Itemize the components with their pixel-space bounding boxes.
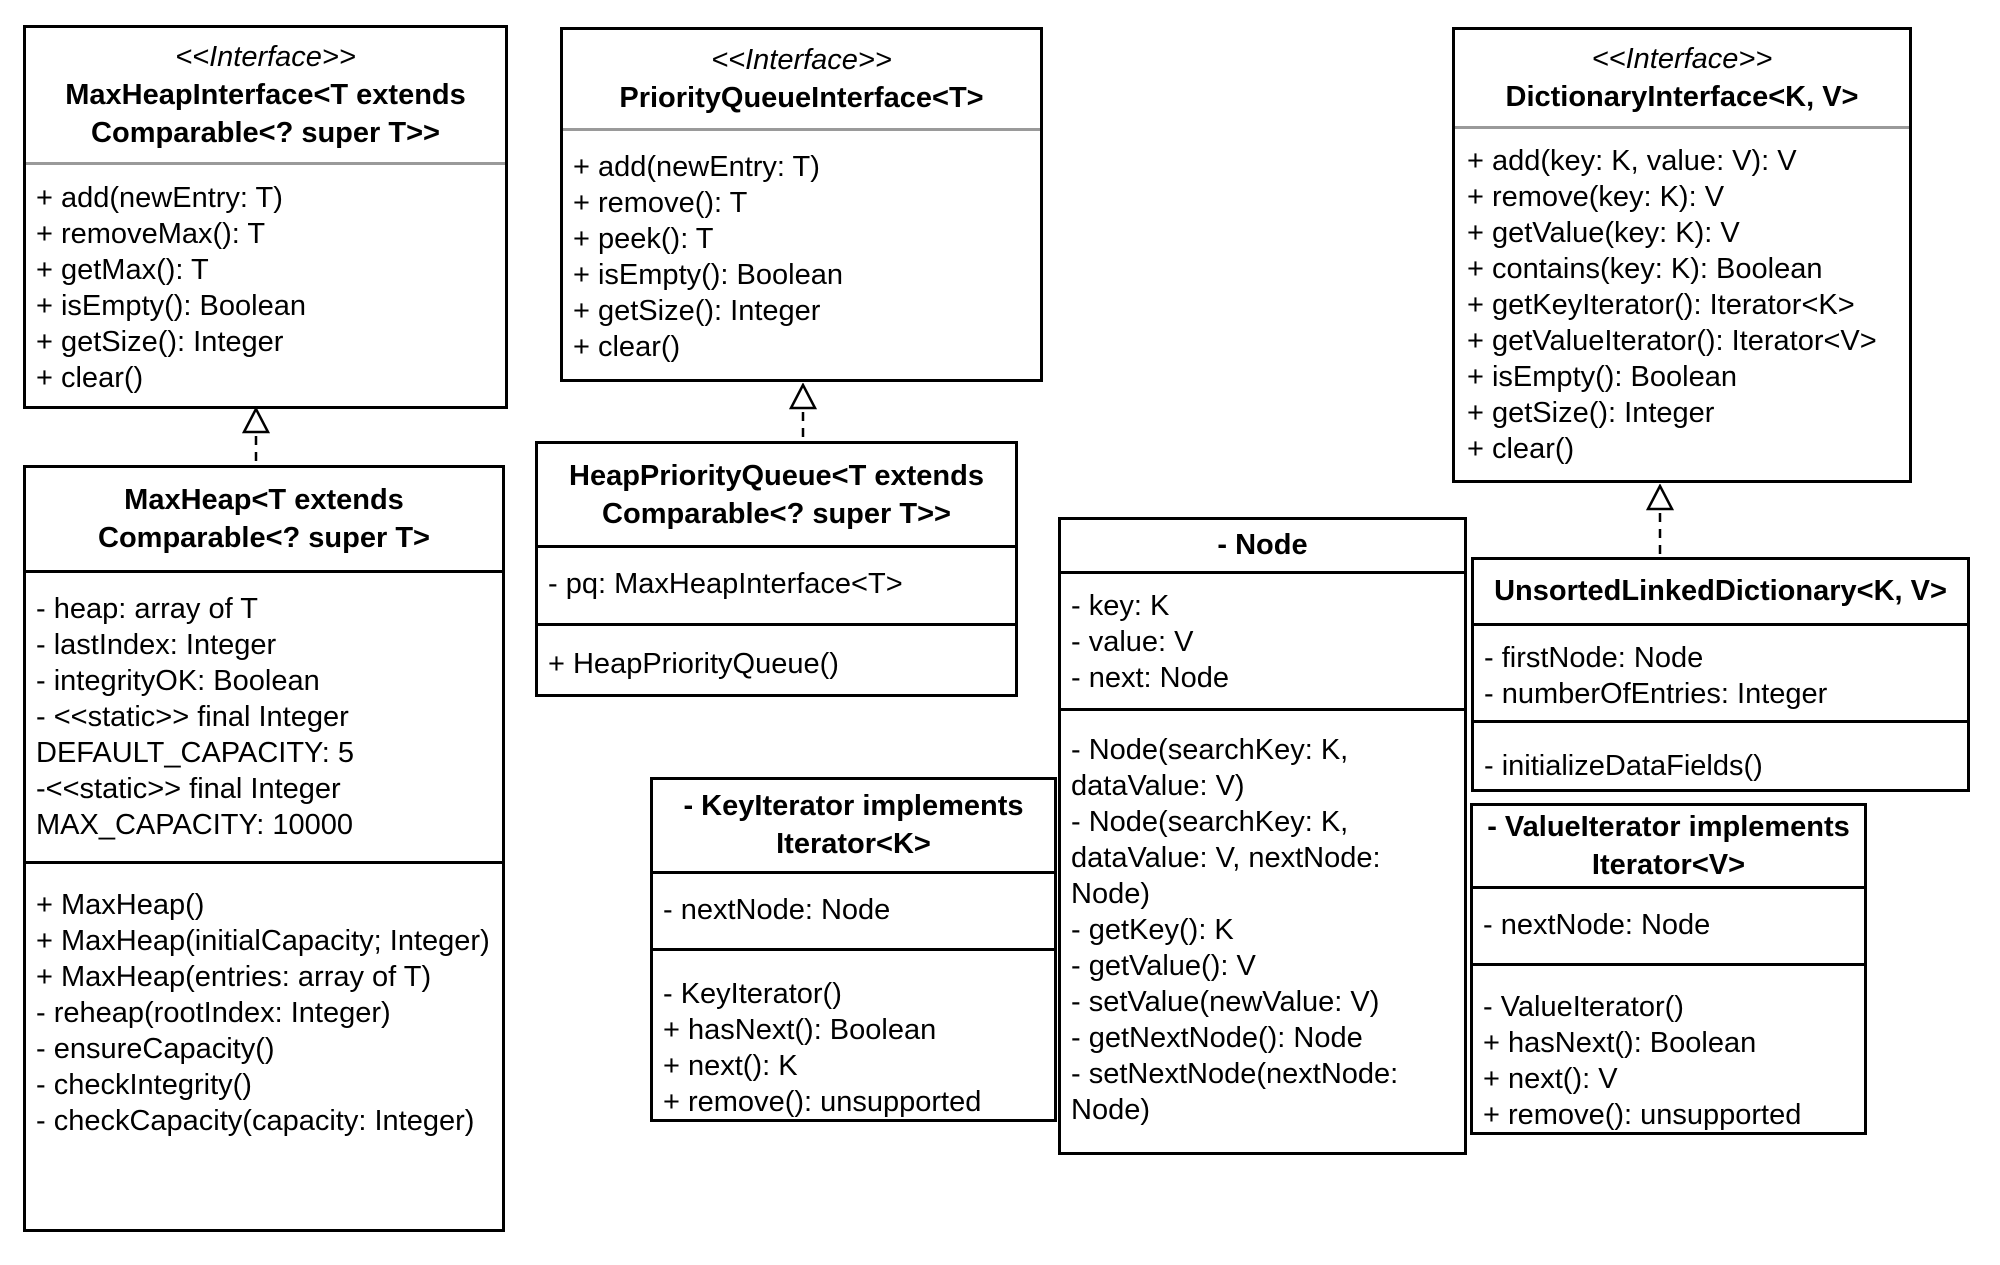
method-item: + MaxHeap() <box>36 889 205 921</box>
class-title <box>1474 560 1967 623</box>
realization-arrow-heappriorityqueue-to-priorityqueueinterface <box>780 383 826 441</box>
stereotype-label: <<Interface>> <box>175 41 356 73</box>
class-name <box>26 481 502 557</box>
class-name-line: MaxHeap<T extends Comparable<? super T> <box>98 484 430 554</box>
attributes-section <box>1474 623 1967 720</box>
class-box-heap-priority-queue <box>535 441 1018 697</box>
method-item: + isEmpty(): Boolean <box>1467 361 1737 393</box>
class-title <box>1455 30 1909 126</box>
hollow-triangle-icon <box>791 385 815 408</box>
attribute-item: - nextNode: Node <box>1483 909 1711 941</box>
method-item: + add(key: K, value: V): V <box>1467 145 1797 177</box>
method-item: - ValueIterator() <box>1483 990 1684 1023</box>
attribute-item: - next: Node <box>1071 662 1229 694</box>
attributes-section <box>1061 571 1464 708</box>
class-box-max-heap-interface <box>23 25 508 409</box>
attribute-item: - firstNode: Node <box>1484 642 1704 674</box>
method-item: - reheap(rootIndex: Integer) <box>36 997 391 1029</box>
class-name-line: PriorityQueueInterface<T> <box>619 82 984 114</box>
attribute-item: - value: V <box>1071 626 1194 658</box>
attribute-item: - heap: array of T <box>36 593 258 625</box>
class-name <box>1061 526 1464 564</box>
class-name <box>1473 808 1864 884</box>
method-item: - ensureCapacity() <box>36 1033 275 1065</box>
method-item: + clear() <box>1467 433 1575 465</box>
method-item: + removeMax(): T <box>36 218 266 250</box>
method-item: - checkCapacity(capacity: Integer) <box>36 1105 475 1137</box>
attribute-item: - key: K <box>1071 590 1170 622</box>
method-item: + next(): V <box>1483 1062 1618 1095</box>
method-item: + getSize(): Integer <box>36 326 284 358</box>
class-name-line: - Node <box>1217 529 1308 561</box>
method-item: - Node(searchKey: K, dataValue: V) <box>1071 734 1349 802</box>
method-item: + hasNext(): Boolean <box>663 1013 937 1046</box>
methods-section <box>1473 963 1864 1132</box>
method-item: + getKeyIterator(): Iterator<K> <box>1467 289 1855 321</box>
attributes-section <box>653 871 1054 948</box>
attributes-section <box>26 570 502 861</box>
method-item: + getSize(): Integer <box>573 295 821 327</box>
class-box-value-iterator <box>1470 803 1867 1135</box>
method-item: - initializeDataFields() <box>1484 750 1763 782</box>
class-name <box>538 457 1015 533</box>
method-item: + getMax(): T <box>36 254 209 286</box>
method-item: + peek(): T <box>573 223 714 255</box>
method-item: + clear() <box>573 331 681 363</box>
method-item: + hasNext(): Boolean <box>1483 1026 1757 1059</box>
class-title <box>26 468 502 570</box>
methods-section <box>26 162 505 406</box>
attributes-section <box>1473 886 1864 963</box>
class-name <box>26 76 505 152</box>
method-item: - getNextNode(): Node <box>1071 1022 1363 1054</box>
method-item: + getValue(key: K): V <box>1467 217 1740 249</box>
class-name <box>1474 572 1967 610</box>
method-item: + remove(key: K): V <box>1467 181 1725 213</box>
class-name-line: Iterator<K> <box>776 828 931 860</box>
method-item: + getSize(): Integer <box>1467 397 1715 429</box>
stereotype-label: <<Interface>> <box>1591 43 1773 75</box>
method-item: + add(newEntry: T) <box>573 151 820 183</box>
method-item: + MaxHeap(initialCapacity; Integer) <box>36 925 490 957</box>
class-name-line: DictionaryInterface<K, V> <box>1505 81 1859 113</box>
method-item: + remove(): unsupported <box>663 1085 982 1118</box>
methods-section <box>563 128 1040 379</box>
attribute-item: - lastIndex: Integer <box>36 629 277 661</box>
method-item: - getValue(): V <box>1071 950 1256 982</box>
hollow-triangle-icon <box>1648 486 1672 509</box>
method-item: - Node(searchKey: K, dataValue: V, nextNode: Node) <box>1071 806 1381 910</box>
class-name-line: UnsortedLinkedDictionary<K, V> <box>1494 575 1947 607</box>
methods-section <box>26 861 502 1229</box>
attribute-item: - <<static>> final Integer DEFAULT_CAPACITY: 5 <box>36 701 355 769</box>
attributes-section <box>538 545 1015 623</box>
method-item: + HeapPriorityQueue() <box>548 648 839 680</box>
attribute-item: - pq: MaxHeapInterface<T> <box>548 568 903 600</box>
method-item: - setValue(newValue: V) <box>1071 986 1380 1018</box>
class-name <box>563 79 1040 117</box>
class-name <box>1455 78 1909 116</box>
method-item: + isEmpty(): Boolean <box>36 290 306 322</box>
realization-arrow-maxheap-to-maxheapinterface <box>233 407 279 465</box>
attribute-item: - integrityOK: Boolean <box>36 665 320 697</box>
class-name <box>653 787 1054 863</box>
realization-arrow-unsortedlinkeddictionary-to-dictionaryinterface <box>1637 484 1683 557</box>
method-item: - setNextNode(nextNode: Node) <box>1071 1058 1399 1126</box>
method-item: + add(newEntry: T) <box>36 182 283 214</box>
stereotype-label: <<Interface>> <box>711 44 892 76</box>
class-box-max-heap <box>23 465 505 1232</box>
class-box-key-iterator <box>650 777 1057 1122</box>
method-item: - getKey(): K <box>1071 914 1234 946</box>
class-title <box>26 28 505 162</box>
method-item: + remove(): unsupported <box>1483 1098 1802 1131</box>
class-name-line: MaxHeapInterface<T extends Comparable<? super T>> <box>65 79 466 149</box>
methods-section <box>653 948 1054 1119</box>
class-box-priority-queue-interface <box>560 27 1043 382</box>
class-name-line: HeapPriorityQueue<T extends Comparable<? super T>> <box>569 460 984 530</box>
method-item: - KeyIterator() <box>663 977 842 1010</box>
attribute-item: - nextNode: Node <box>663 894 891 926</box>
method-item: + remove(): T <box>573 187 748 219</box>
class-box-unsorted-linked-dictionary <box>1471 557 1970 792</box>
class-name-line: Iterator<V> <box>1591 849 1746 881</box>
methods-section <box>1455 126 1909 480</box>
method-item: + isEmpty(): Boolean <box>573 259 843 291</box>
class-title <box>538 444 1015 545</box>
method-item: + MaxHeap(entries: array of T) <box>36 961 432 993</box>
methods-section <box>538 623 1015 694</box>
method-item: + next(): K <box>663 1049 798 1082</box>
methods-section <box>1474 720 1967 789</box>
class-title <box>1473 806 1864 886</box>
class-title <box>653 780 1054 871</box>
method-item: - checkIntegrity() <box>36 1069 252 1101</box>
class-box-dictionary-interface <box>1452 27 1912 483</box>
attribute-item: - numberOfEntries: Integer <box>1484 678 1828 710</box>
class-name-line: - KeyIterator implements <box>683 790 1024 822</box>
hollow-triangle-icon <box>244 409 268 432</box>
method-item: + contains(key: K): Boolean <box>1467 253 1823 285</box>
method-item: + clear() <box>36 362 144 394</box>
methods-section <box>1061 708 1464 1152</box>
class-title <box>1061 520 1464 571</box>
class-box-node <box>1058 517 1467 1155</box>
class-name-line: - ValueIterator implements <box>1487 811 1850 843</box>
method-item: + getValueIterator(): Iterator<V> <box>1467 325 1877 357</box>
attribute-item: -<<static>> final Integer MAX_CAPACITY: 10000 <box>36 773 354 841</box>
class-title <box>563 30 1040 128</box>
